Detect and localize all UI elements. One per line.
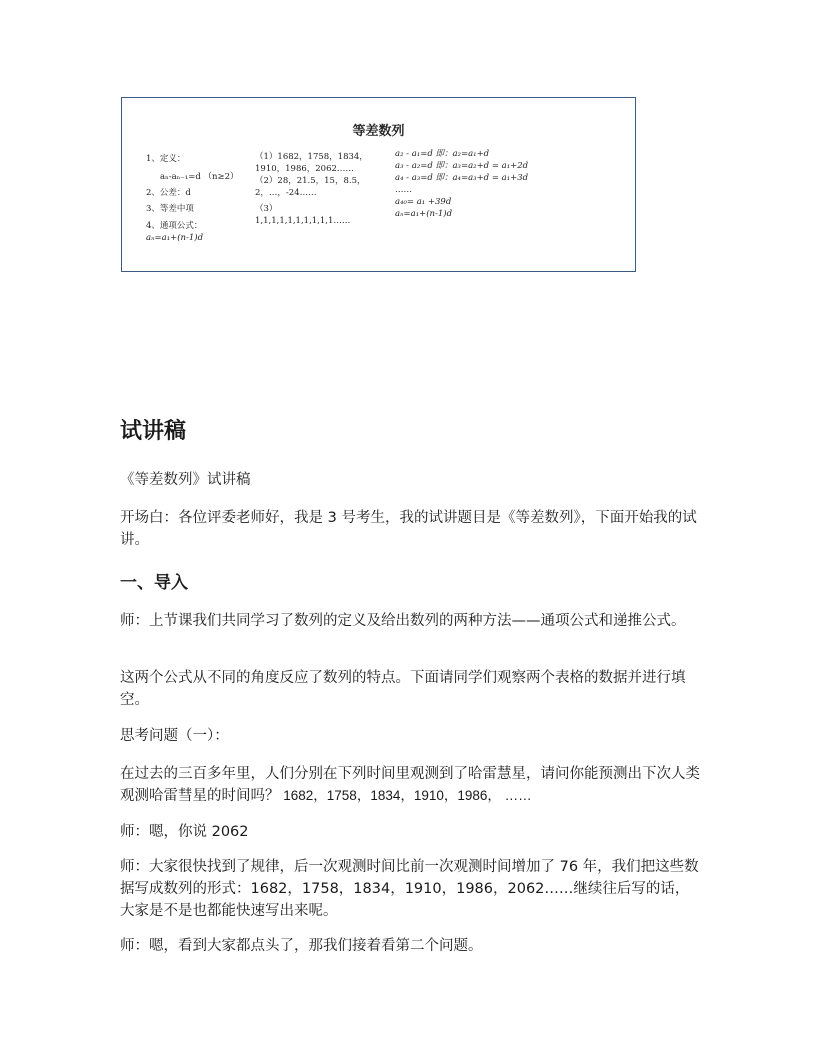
subtitle: 《等差数列》试讲稿 [120, 472, 251, 488]
board-line: 1910，1986，2062…… [255, 164, 354, 174]
board-line: 2，…，-24…… [255, 188, 317, 198]
year-sequence: 1682，1758，1834，1910，1986， …… [279, 788, 532, 803]
paragraph: 这两个公式从不同的角度反应了数列的特点。下面请同学们观察两个表格的数据并进行填空。 [120, 670, 686, 708]
board-line: （2）28，21.5，15，8.5， [255, 176, 366, 186]
board-line: a₄ - a₃=d 即：a₄=a₃+d = a₁+3d [395, 173, 529, 183]
board-line: a₄₀= a₁ +39d [395, 197, 452, 207]
board-line: 2、公差：d [146, 188, 191, 198]
board-column-derivation [395, 148, 615, 220]
board-line: a₃ - a₂=d 即：a₃=a₂+d = a₁+2d [395, 161, 529, 171]
document-title: 试讲稿 [120, 419, 187, 444]
paragraph: 师：嗯，你说 2062 [120, 824, 249, 840]
board-line: …… [395, 185, 412, 195]
question-label: 思考问题（一）： [120, 728, 229, 744]
paragraph: 师：大家很快找到了规律，后一次观测时间比前一次观测时间增加了 76 年，我们把这些数据写成数列的形式：1682，1758，1834，1910，1986，2062……继续往后写的话，大家是不是也都能快速写出来呢。 [120, 859, 699, 919]
paragraph: 师：上节课我们共同学习了数列的定义及给出数列的两种方法——通项公式和递推公式。 [120, 613, 686, 629]
blackboard-design-figure [121, 97, 636, 272]
section-heading-introduction: 一、导入 [120, 573, 188, 593]
board-column-definitions [146, 153, 256, 244]
board-line: 4、通项公式： [146, 221, 203, 231]
board-column-examples [255, 151, 385, 227]
board-title: 等差数列 [352, 124, 405, 139]
board-line: （3） [255, 204, 278, 214]
question-text: 在过去的三百多年里，人们分别在下列时间里观测到了哈雷慧星，请问你能预测出下次人类观测哈雷彗星的时间吗？ [120, 766, 700, 804]
board-line: 1,1,1,1,1,1,1,1,1,1…… [255, 216, 351, 226]
paragraph: 师：嗯，看到大家都点头了，那我们接着看第二个问题。 [120, 938, 483, 954]
question-paragraph [120, 763, 700, 807]
opening-paragraph: 开场白：各位评委老师好，我是 3 号考生，我的试讲题目是《等差数列》，下面开始我的试讲。 [120, 510, 697, 548]
board-line: a₂ - a₁=d 即：a₂=a₁+d [395, 149, 490, 159]
board-line: aₙ-aₙ₋₁=d （n≥2） [160, 172, 239, 182]
board-line: 3、等差中项 [146, 204, 194, 214]
board-line: （1）1682，1758，1834， [255, 152, 368, 162]
board-line: aₙ=a₁+(n-1)d [146, 233, 204, 243]
board-line: 1、定义： [146, 154, 186, 164]
board-line: aₙ=a₁+(n-1)d [395, 209, 453, 219]
